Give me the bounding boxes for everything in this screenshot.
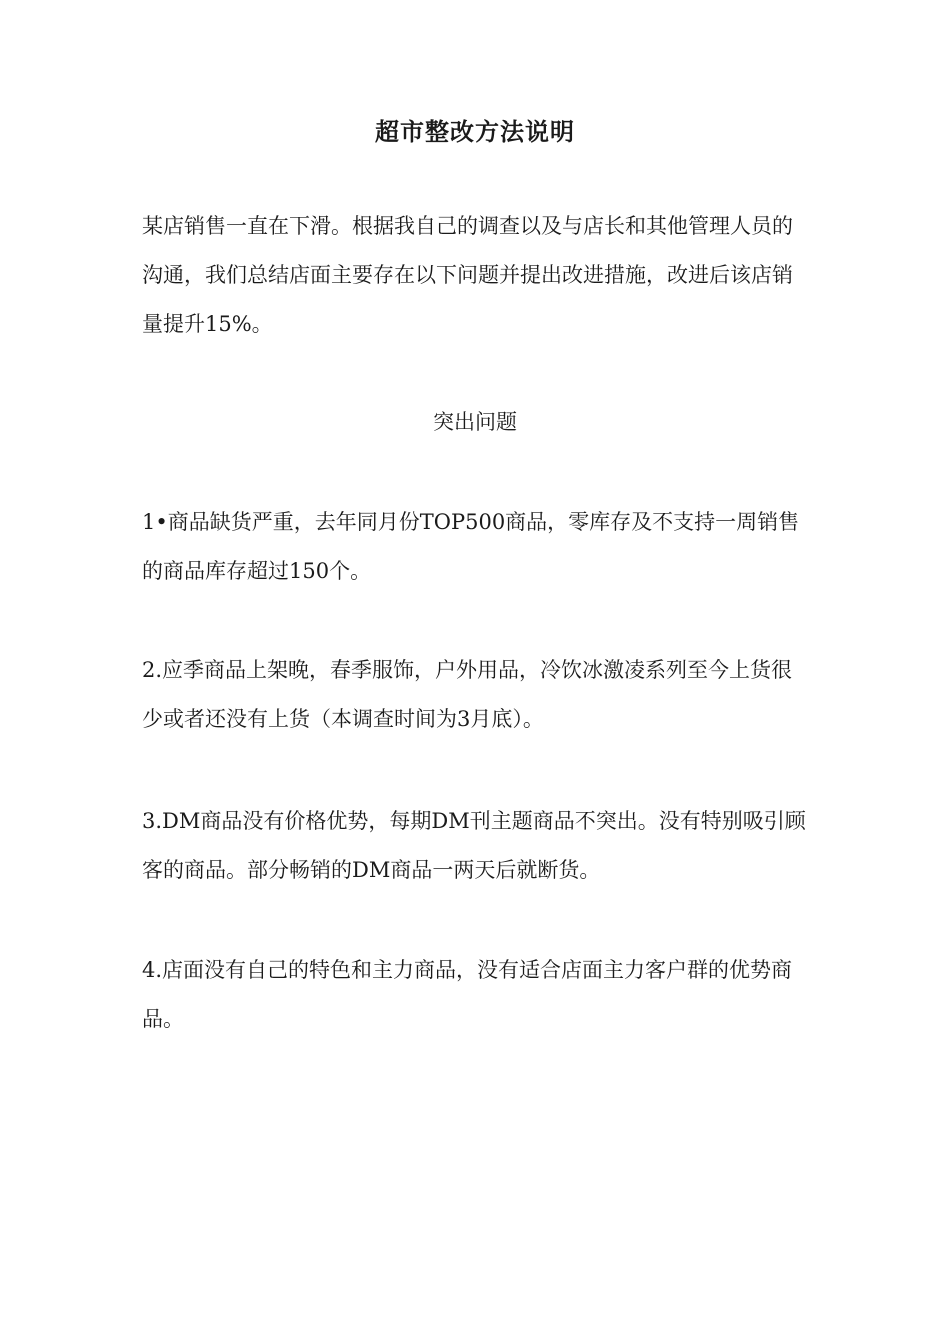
document-title: 超市整改方法说明	[375, 117, 575, 146]
section-heading: 突出问题	[433, 410, 517, 434]
problem-item-3: 3.DM商品没有价格优势，每期DM刊主题商品不突出。没有特别吸引顾客的商品。部分畅销的DM商品一两天后就断货。	[142, 809, 806, 882]
problem-item-2: 2.应季商品上架晚，春季服饰，户外用品，冷饮冰激凌系列至今上货很少或者还没有上货（本调查时间为3月底）。	[142, 658, 793, 731]
problem-item-4: 4.店面没有自己的特色和主力商品，没有适合店面主力客户群的优势商品。	[142, 958, 793, 1031]
intro-paragraph: 某店销售一直在下滑。根据我自己的调查以及与店长和其他管理人员的沟通，我们总结店面主要存在以下问题并提出改进措施，改进后该店销量提升15%。	[142, 214, 793, 336]
problem-item-1: 1•商品缺货严重，去年同月份TOP500商品，零库存及不支持一周销售的商品库存超过150个。	[142, 510, 800, 583]
